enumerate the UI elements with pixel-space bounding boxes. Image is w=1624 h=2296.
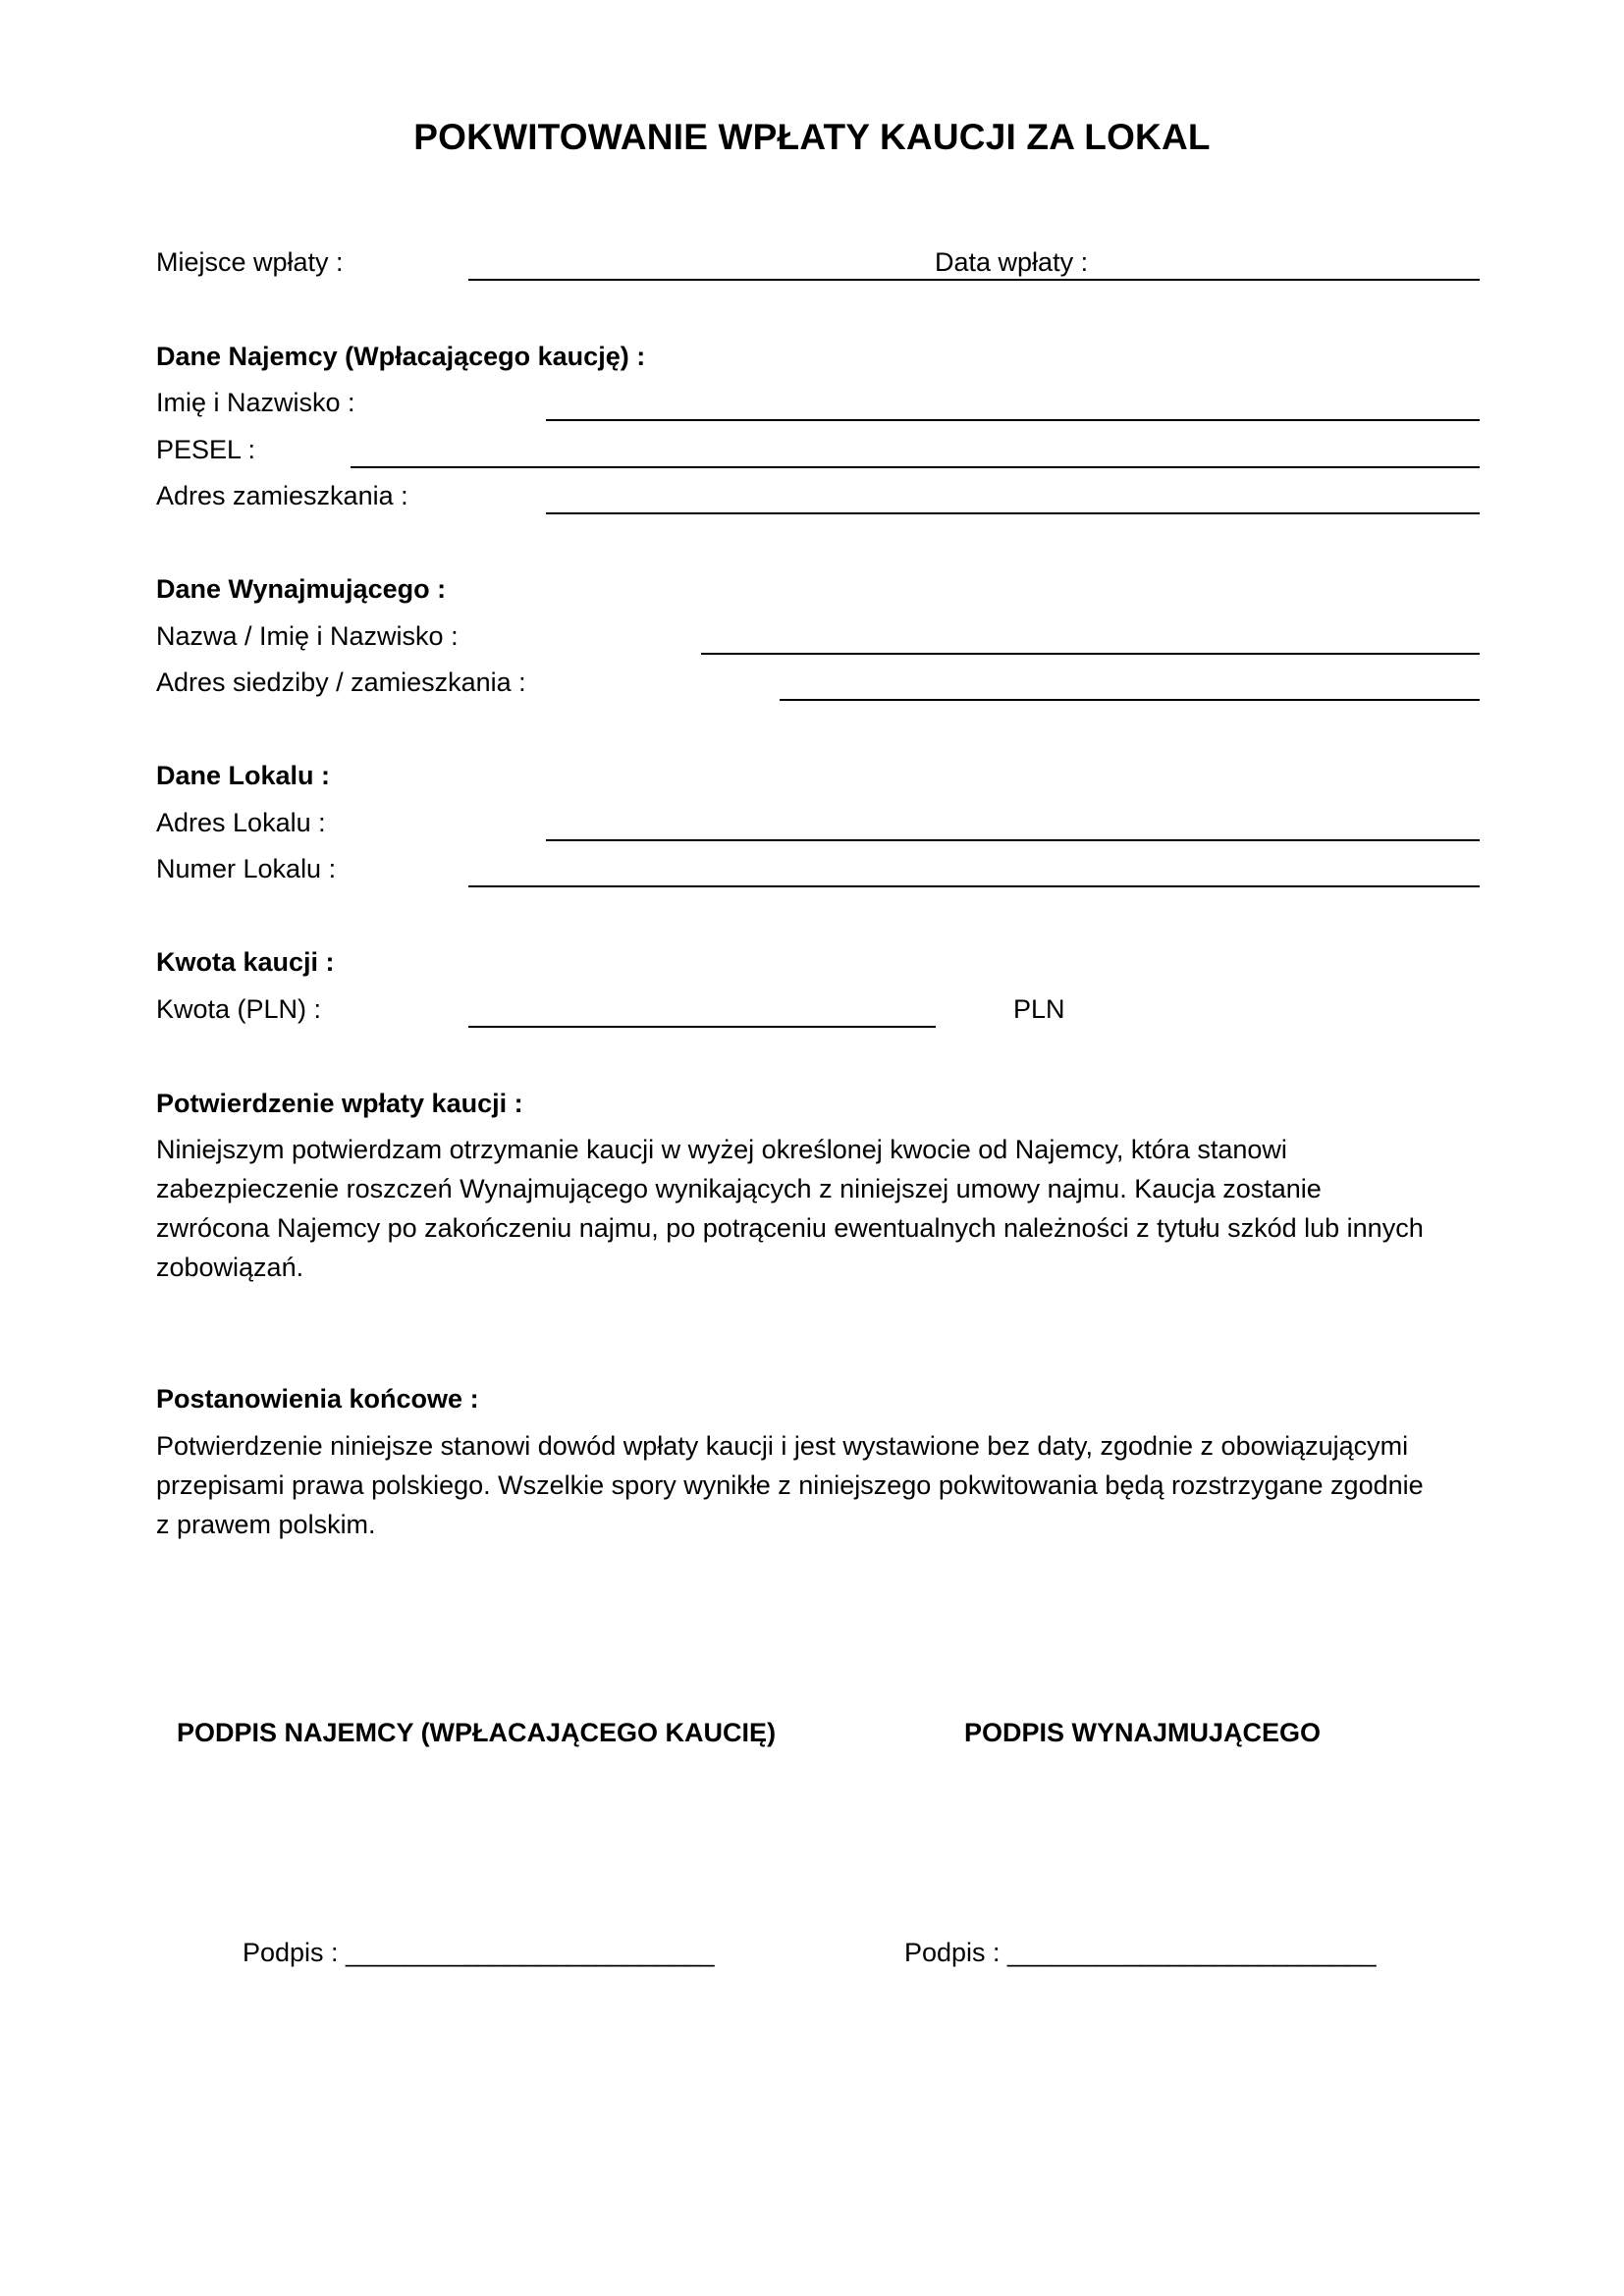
confirmation-heading: Potwierdzenie wpłaty kaucji : bbox=[156, 1089, 523, 1118]
final-provisions-heading: Postanowienia końcowe : bbox=[156, 1384, 479, 1414]
document-title: POKWITOWANIE WPŁATY KAUCJI ZA LOKAL bbox=[413, 117, 1211, 157]
premises-address-label: Adres Lokalu : bbox=[156, 808, 326, 837]
tenant-signature-line[interactable]: Podpis : _________________________ bbox=[243, 1938, 715, 1967]
confirmation-paragraph bbox=[156, 1130, 1491, 1287]
tenant-heading: Dane Najemcy (Wpłacającego kaucję) : bbox=[156, 342, 646, 371]
landlord-name-field[interactable] bbox=[701, 653, 1480, 655]
tenant-address-label: Adres zamieszkania : bbox=[156, 481, 408, 510]
tenant-pesel-field[interactable] bbox=[351, 466, 1480, 468]
tenant-address-field[interactable] bbox=[546, 512, 1480, 514]
deposit-amount-field[interactable] bbox=[468, 1026, 936, 1028]
payment-date-label: Data wpłaty : bbox=[935, 247, 1089, 277]
deposit-heading: Kwota kaucji : bbox=[156, 947, 335, 977]
tenant-signature-heading: PODPIS NAJEMCY (WPŁACAJĄCEGO KAUCIĘ) bbox=[177, 1718, 777, 1747]
tenant-name-field[interactable] bbox=[546, 419, 1480, 421]
premises-heading: Dane Lokalu : bbox=[156, 761, 331, 790]
premises-number-field[interactable] bbox=[468, 885, 1480, 887]
landlord-name-label: Nazwa / Imię i Nazwisko : bbox=[156, 621, 459, 651]
confirmation-line: zwrócona Najemcy po zakończeniu najmu, po potrąceniu ewentualnych należności z tytułu szkód lub innych bbox=[156, 1213, 1424, 1243]
deposit-currency: PLN bbox=[1013, 994, 1065, 1024]
confirmation-line: zobowiązań. bbox=[156, 1253, 304, 1282]
landlord-address-label: Adres siedziby / zamieszkania : bbox=[156, 667, 526, 697]
final-provisions-line: Potwierdzenie niniejsze stanowi dowód wpłaty kaucji i jest wystawione bez daty, zgodnie z obowiązującymi bbox=[156, 1431, 1409, 1461]
landlord-signature-line[interactable]: Podpis : _________________________ bbox=[904, 1938, 1377, 1967]
premises-address-field[interactable] bbox=[546, 839, 1480, 841]
landlord-address-field[interactable] bbox=[780, 699, 1480, 701]
confirmation-line: Niniejszym potwierdzam otrzymanie kaucji w wyżej określonej kwocie od Najemcy, która stanowi bbox=[156, 1135, 1287, 1164]
final-provisions-paragraph bbox=[156, 1426, 1491, 1544]
payment-place-label: Miejsce wpłaty : bbox=[156, 247, 344, 277]
deposit-amount-label: Kwota (PLN) : bbox=[156, 994, 322, 1024]
landlord-heading: Dane Wynajmującego : bbox=[156, 574, 447, 604]
landlord-signature-heading: PODPIS WYNAJMUJĄCEGO bbox=[964, 1718, 1322, 1747]
premises-number-label: Numer Lokalu : bbox=[156, 854, 337, 883]
tenant-pesel-label: PESEL : bbox=[156, 435, 256, 464]
final-provisions-line: przepisami prawa polskiego. Wszelkie spory wynikłe z niniejszego pokwitowania będą rozstrzygane zgodnie bbox=[156, 1470, 1424, 1500]
payment-place-field[interactable] bbox=[468, 279, 1480, 281]
final-provisions-line: z prawem polskim. bbox=[156, 1510, 376, 1539]
confirmation-line: zabezpieczenie roszczeń Wynajmującego wynikających z niniejszej umowy najmu. Kaucja zostanie bbox=[156, 1174, 1322, 1203]
tenant-name-label: Imię i Nazwisko : bbox=[156, 388, 355, 417]
